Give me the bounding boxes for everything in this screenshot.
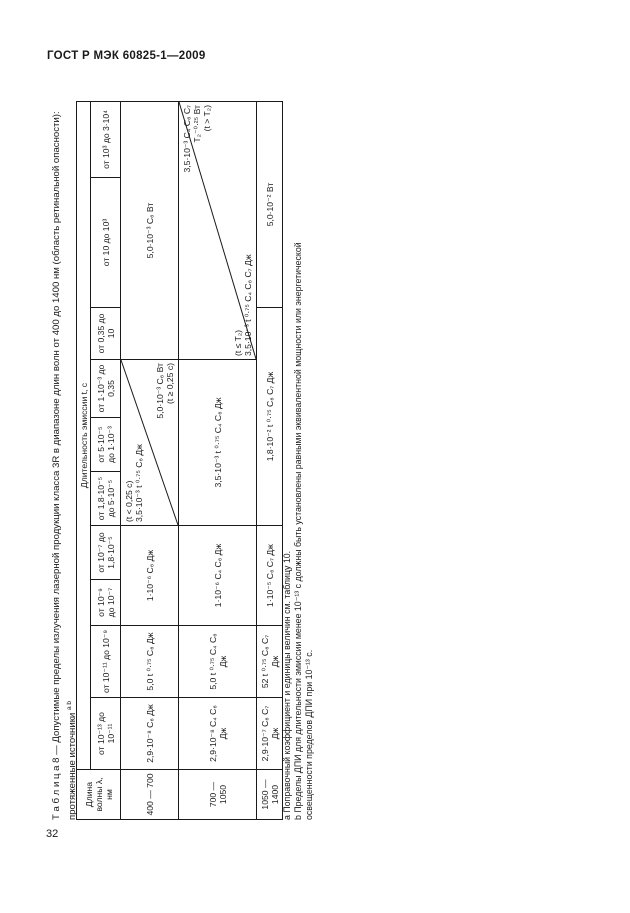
table-frame (50, 80, 350, 820)
duration-2: от 10⁻¹¹ до 10⁻⁹ (91, 626, 121, 698)
duration-9: от 10 до 10³ (91, 178, 121, 308)
row2-diag-lower-val: 3,5·10⁻³ t ⁰·⁷⁵ C₄ C₆ C₇ Дж (243, 254, 253, 356)
row1-diag-upper-val: 5,0·10⁻³ C₆ Вт (155, 363, 165, 419)
duration-1: от 10⁻¹³ до 10⁻¹¹ (91, 698, 121, 770)
row2-c4: 3,5·10⁻³ t ⁰·⁷⁵ C₄ C₆ Дж (179, 360, 257, 526)
row1-wavelength: 400 — 700 (121, 770, 179, 820)
duration-7: от 1·10⁻³ до 0,35 (91, 360, 121, 418)
row2-diag-upper-t2: T₂⁻⁰·²⁵ Вт (192, 105, 202, 143)
duration-10: от 10³ до 3·10⁴ (91, 102, 121, 178)
row2-diag-lower-cond: (t ≤ T₂) (233, 329, 243, 356)
row2-diagonal-cell (179, 102, 257, 360)
row2-diag-upper-val: 3,5·10⁻³ C₄ C₆ C₇ (182, 105, 192, 173)
row1-diag-lower-cond: (t < 0,25 с) (124, 480, 134, 522)
row1-diagonal-cell (121, 360, 179, 526)
caption-footnote-marks: a b (66, 701, 73, 711)
row1-c5: 5,0·10⁻³ C₆ Вт (121, 102, 179, 360)
document-header: ГОСТ Р МЭК 60825-1—2009 (47, 50, 206, 62)
table-notes (282, 80, 315, 820)
row2-c3: 1·10⁻⁶ C₄ C₆ Дж (179, 526, 257, 626)
page-number: 32 (46, 828, 59, 840)
header-wavelength: Длина волны λ, нм (77, 770, 121, 820)
row1-diag-lower-val: 3,5·10⁻³ t ⁰·⁷⁵ C₆ Дж (134, 444, 144, 522)
caption-line-1: Т а б л и ц а 8 — Допустимые пределы излучения лазерной продукции класса 3R в диапазоне длин волн от 400 до 1400 нм (область ретинальной опасности): (51, 111, 62, 820)
limits-table (76, 101, 283, 820)
row3-c4: 1,8·10⁻² t ⁰·⁷⁵ C₆ C₇ Дж (257, 308, 283, 526)
row1-c3: 1·10⁻⁶ C₆ Дж (121, 526, 179, 626)
rotated-table-region (50, 80, 350, 820)
row1-diag-upper (155, 363, 175, 419)
row1-diag-lower (124, 444, 144, 522)
row3-c1: 2,9·10⁻⁷ C₆ C₇ Дж (257, 698, 283, 770)
duration-6: от 5·10⁻⁵ до 1·10⁻³ (91, 418, 121, 472)
duration-5: от 1,8·10⁻⁵ до 5·10⁻⁵ (91, 472, 121, 526)
row1-diag-upper-cond: (t ≥ 0,25 с) (165, 363, 175, 405)
row2-diag-upper-cond: (t > T₂) (202, 105, 212, 132)
note-a: a Поправочный коэффициент и единицы величин см. таблицу 10. (282, 550, 292, 820)
duration-4: от 10⁻⁷ до 1,8·10⁻⁵ (91, 526, 121, 580)
row2-wavelength: 700 — 1050 (179, 770, 257, 820)
row3-c5: 5,0·10⁻² Вт (257, 102, 283, 308)
duration-8: от 0,35 до 10 (91, 308, 121, 360)
row2-c2: 5,0 t ⁰·⁷⁵ C₄ C₆ Дж (179, 626, 257, 698)
row2-diag-upper (182, 105, 212, 172)
row3-c3: 1·10⁻⁵ C₆ C₇ Дж (257, 526, 283, 626)
table-caption (50, 80, 79, 820)
row1-c1: 2,9·10⁻⁸ C₆ Дж (121, 698, 179, 770)
row3-c2: 52 t ⁰·⁷⁵ C₆ C₇ Дж (257, 626, 283, 698)
note-b: b Пределы ДПИ для длительности эмиссии менее 10⁻¹³ с должны быть установлены равными эквивалентной мощности или энергетической (293, 242, 303, 820)
caption-line-2-text: протяженные источники (67, 712, 79, 820)
header-duration: Длительность эмиссии t, с (77, 102, 91, 770)
row3-wavelength: 1050 — 1400 (257, 770, 283, 820)
duration-3: от 10⁻⁹ до 10⁻⁷ (91, 580, 121, 626)
row2-diag-lower (233, 254, 253, 356)
note-b-cont: освещенности пределов ДПИ при 10⁻¹³ с. (304, 649, 314, 820)
row2-c1: 2,9·10⁻⁸ C₄ C₆ Дж (179, 698, 257, 770)
row1-c2: 5,0 t ⁰·⁷⁵ C₆ Дж (121, 626, 179, 698)
